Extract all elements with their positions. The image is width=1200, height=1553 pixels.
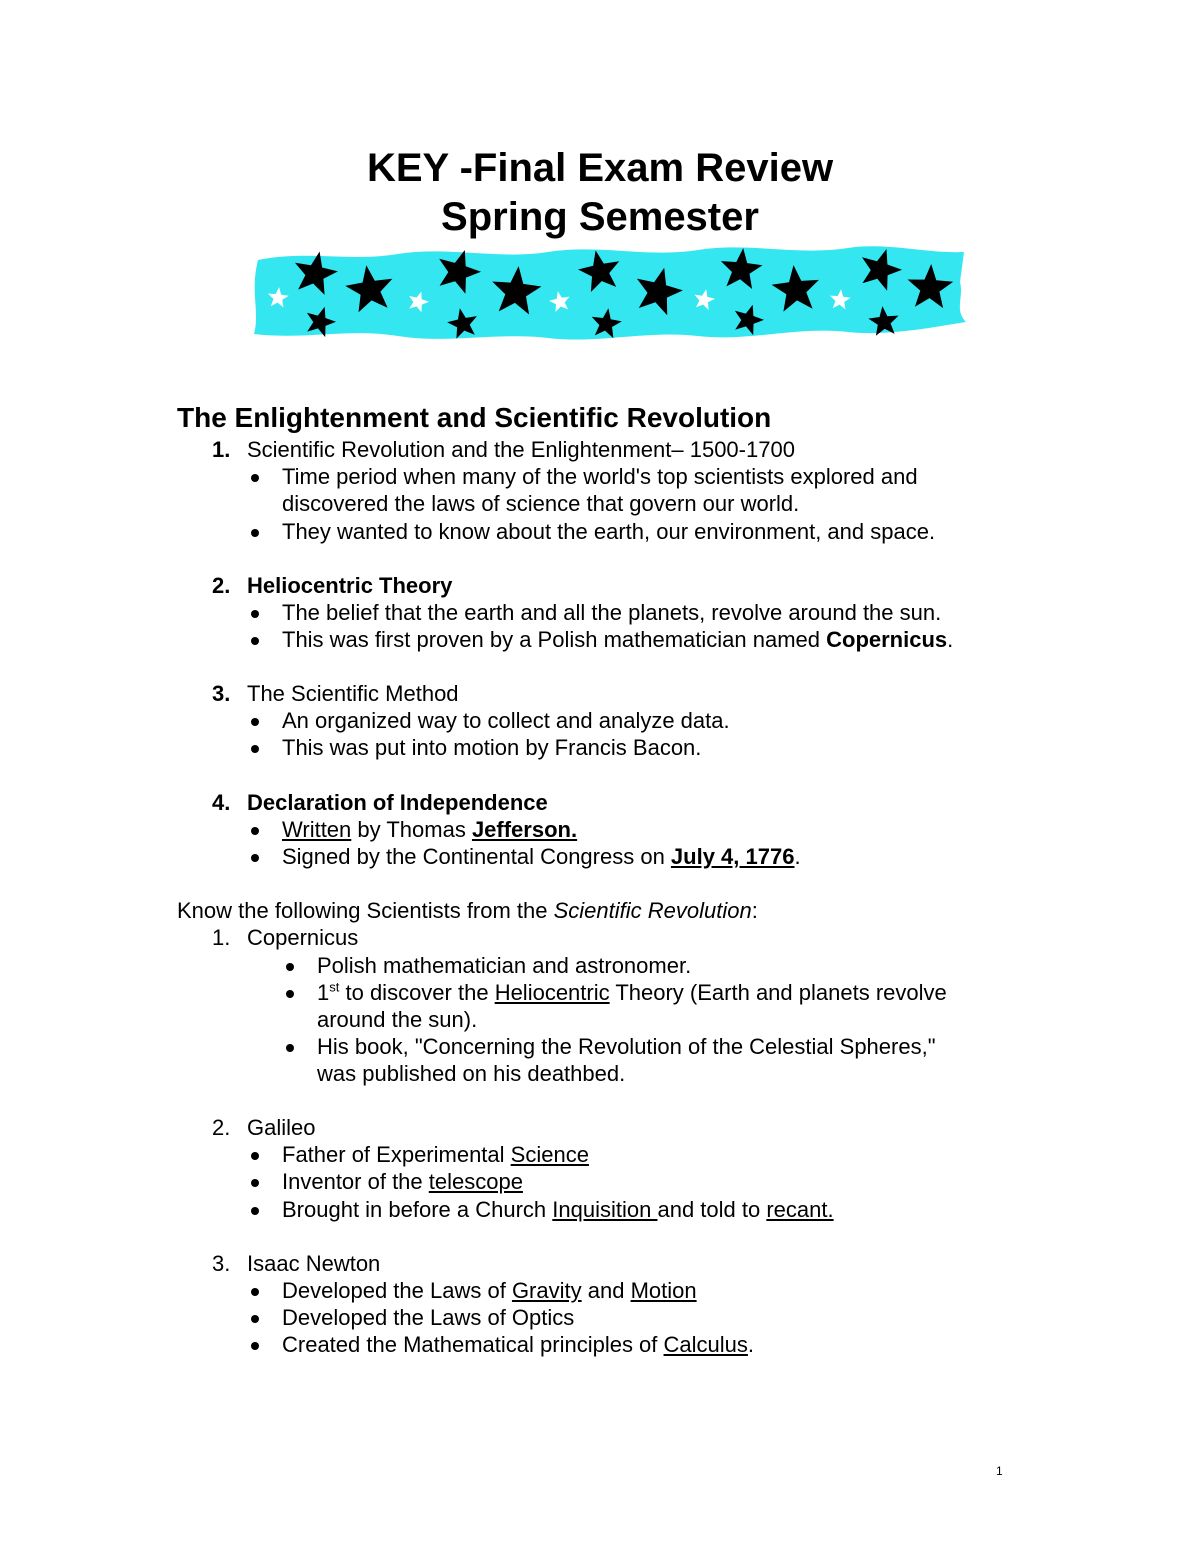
item-number: 3.	[212, 681, 231, 706]
item-number: 3.	[212, 1251, 231, 1276]
list-item: 1st to discover the Heliocentric Theory (Earth and planets revolve	[317, 979, 947, 1005]
section-heading: The Enlightenment and Scientific Revolution	[177, 402, 772, 433]
item-label: Declaration of Independence	[247, 790, 548, 815]
list-item: Father of Experimental Science	[282, 1142, 589, 1167]
list-item: This was put into motion by Francis Bacon.	[282, 735, 702, 760]
item-number: 2.	[212, 573, 231, 598]
list-item: The belief that the earth and all the planets, revolve around the sun.	[282, 600, 942, 625]
list-item: Created the Mathematical principles of Calculus.	[282, 1332, 755, 1357]
list-item-continuation: was published on his deathbed.	[317, 1061, 626, 1086]
list-item: His book, "Concerning the Revolution of the Celestial Spheres,"	[317, 1034, 936, 1059]
list-item: Signed by the Continental Congress on July 4, 1776.	[282, 844, 801, 869]
list-item-continuation: discovered the laws of science that govern our world.	[282, 491, 800, 516]
scientist-name: Copernicus	[247, 925, 359, 950]
list-item: Developed the Laws of Gravity and Motion	[282, 1278, 697, 1303]
list-item: Brought in before a Church Inquisition and told to recant.	[282, 1197, 834, 1222]
list-item: Polish mathematician and astronomer.	[317, 953, 692, 978]
scientist-name: Galileo	[247, 1115, 316, 1140]
page-number: 1	[996, 1464, 1003, 1478]
item-label: Heliocentric Theory	[247, 573, 453, 598]
list-item: They wanted to know about the earth, our environment, and space.	[282, 519, 936, 544]
list-item: Inventor of the telescope	[282, 1169, 523, 1194]
item-label: The Scientific Method	[247, 681, 459, 706]
item-number: 2.	[212, 1115, 231, 1140]
stars-banner-icon	[248, 242, 972, 346]
list-item: Developed the Laws of Optics	[282, 1305, 575, 1330]
page-title: KEY -Final Exam Review	[366, 146, 834, 190]
list-item: Time period when many of the world's top scientists explored and	[282, 464, 918, 489]
scientist-name: Isaac Newton	[247, 1251, 381, 1276]
list-item-continuation: around the sun).	[317, 1007, 478, 1032]
item-number: 4.	[212, 790, 231, 815]
item-number: 1.	[212, 925, 231, 950]
list-item: This was first proven by a Polish mathematician named Copernicus.	[282, 627, 954, 652]
list-item: Written by Thomas Jefferson.	[282, 817, 578, 842]
item-label: Scientific Revolution and the Enlightenment– 1500-1700	[247, 437, 795, 462]
list-item: An organized way to collect and analyze data.	[282, 708, 730, 733]
scientists-intro: Know the following Scientists from the Scientific Revolution:	[177, 898, 758, 923]
item-number: 1.	[212, 437, 231, 462]
page-subtitle: Spring Semester	[441, 195, 759, 239]
